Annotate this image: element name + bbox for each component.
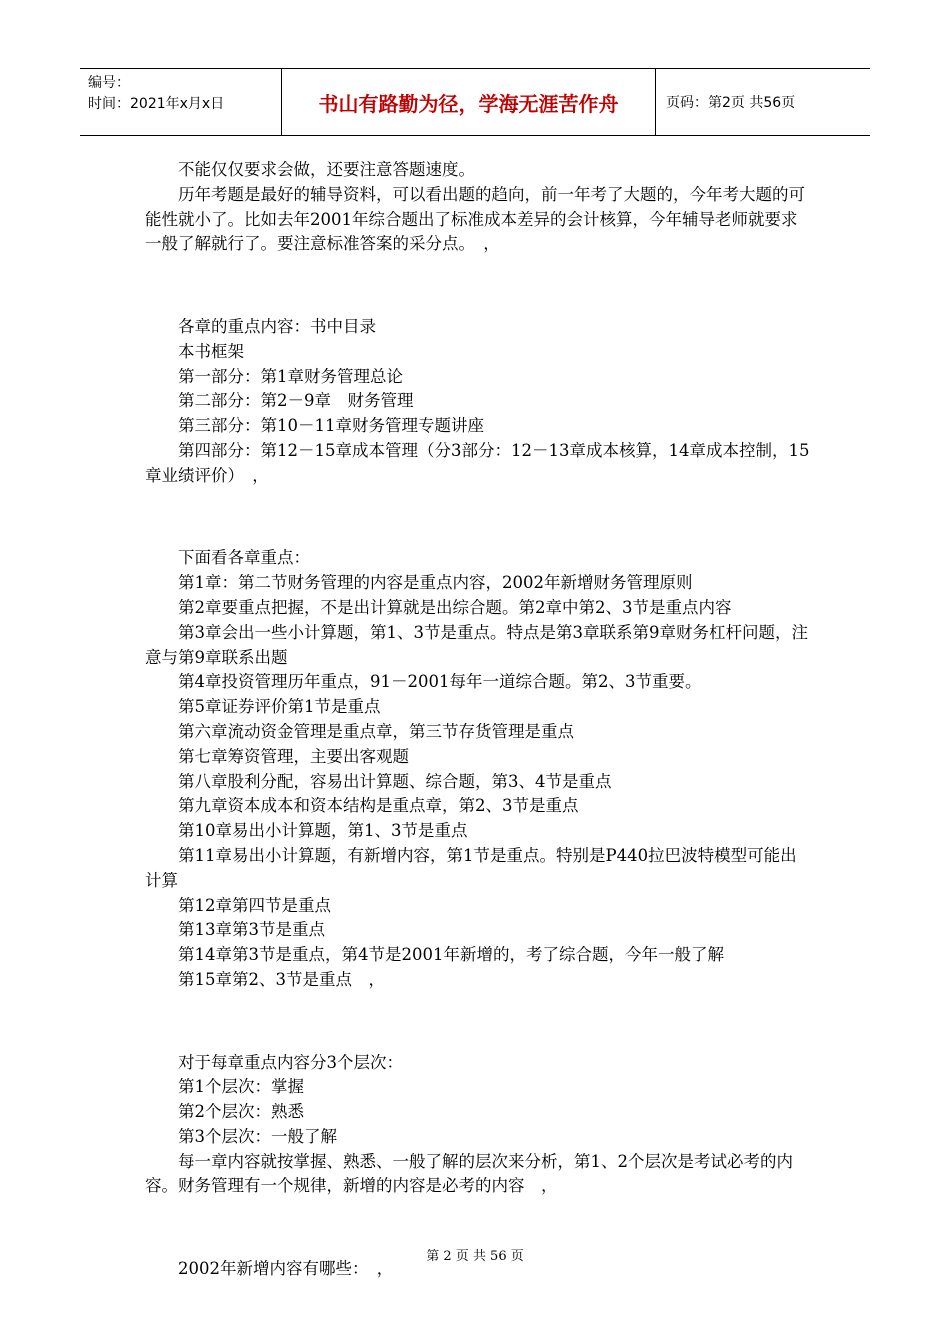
- body-paragraph: 第5章证券评价第1节是重点: [178, 697, 381, 717]
- body-paragraph: 2002年新增内容有哪些： ，: [178, 1259, 394, 1279]
- document-date: 时间：2021年x月x日: [88, 96, 225, 112]
- body-paragraph: 第1个层次：掌握: [178, 1077, 304, 1097]
- blank-line: [145, 274, 810, 299]
- body-paragraph: 本书框架: [178, 341, 244, 361]
- document-body: [145, 158, 810, 1282]
- body-paragraph: 第3个层次：一般了解: [178, 1126, 337, 1146]
- body-paragraph: 下面看各章重点：: [178, 548, 310, 568]
- body-paragraph: 对于每章重点内容分3个层次：: [178, 1052, 403, 1072]
- body-paragraph: 第二部分：第2－9章 财务管理: [178, 391, 414, 411]
- blank-line: [145, 1216, 810, 1241]
- body-paragraph: 第六章流动资金管理是重点章，第三节存货管理是重点: [178, 721, 574, 741]
- body-paragraph: 第八章股利分配，容易出计算题、综合题，第3、4节是重点: [178, 771, 612, 791]
- body-paragraph: 第一部分：第1章财务管理总论: [178, 366, 403, 386]
- body-paragraph: 第九章资本成本和资本结构是重点章，第2、3节是重点: [178, 796, 579, 816]
- body-paragraph: 第14章第3节是重点，第4节是2001年新增的，考了综合题，今年一般了解: [178, 945, 724, 965]
- body-paragraph: 第11章易出小计算题，有新增内容，第1节是重点。特别是P440拉巴波特模型可能出计算: [145, 845, 797, 890]
- body-paragraph: 各章的重点内容：书中目录: [178, 316, 376, 336]
- body-paragraph: 第三部分：第10－11章财务管理专题讲座: [178, 416, 484, 436]
- body-paragraph: 历年考题是最好的辅导资料，可以看出题的趋向，前一年考了大题的，今年考大题的可能性就小了。比如去年2001年综合题出了标准成本差异的会计核算，今年辅导老师就要求一般了解就行了。要注意标准答案的采分点。 ，: [145, 184, 805, 254]
- header-motto: 书山有路勤为径，学海无涯苦作舟: [282, 69, 656, 135]
- body-paragraph: 第15章第2、3节是重点 ，: [178, 969, 385, 989]
- body-paragraph: 不能仅仅要求会做，还要注意答题速度。: [178, 160, 475, 179]
- body-paragraph: 第13章第3节是重点: [178, 920, 325, 940]
- body-paragraph: 第12章第四节是重点: [178, 895, 331, 915]
- body-paragraph: 第4章投资管理历年重点，91－2001每年一道综合题。第2、3节重要。: [178, 672, 702, 692]
- header-meta: [80, 69, 282, 135]
- page-footer: 第 2 页 共 56 页: [426, 1249, 524, 1264]
- body-paragraph: 第2个层次：熟悉: [178, 1102, 304, 1122]
- header-page-info: 页码：第2页 共56页: [666, 95, 796, 111]
- body-paragraph: 第10章易出小计算题，第1、3节是重点: [178, 821, 468, 841]
- blank-line: [145, 1009, 810, 1034]
- body-paragraph: 第2章要重点把握，不是出计算就是出综合题。第2章中第2、3节是重点内容: [178, 597, 732, 617]
- blank-line: [145, 505, 810, 530]
- page-header: [80, 68, 870, 136]
- document-number-label: 编号：: [88, 75, 130, 91]
- body-paragraph: 每一章内容就按掌握、熟悉、一般了解的层次来分析，第1、2个层次是考试必考的内容。财务管理有一个规律，新增的内容是必考的内容 ，: [145, 1151, 793, 1196]
- body-paragraph: 第3章会出一些小计算题，第1、3节是重点。特点是第3章联系第9章财务杠杆问题，注意与第9章联系出题: [145, 622, 808, 667]
- body-paragraph: 第1章：第二节财务管理的内容是重点内容，2002年新增财务管理原则: [178, 573, 693, 593]
- body-paragraph: 第四部分：第12－15章成本管理（分3部分：12－13章成本核算，14章成本控制，15章业绩评价） ，: [145, 440, 810, 485]
- body-paragraph: 第七章筹资管理，主要出客观题: [178, 746, 409, 766]
